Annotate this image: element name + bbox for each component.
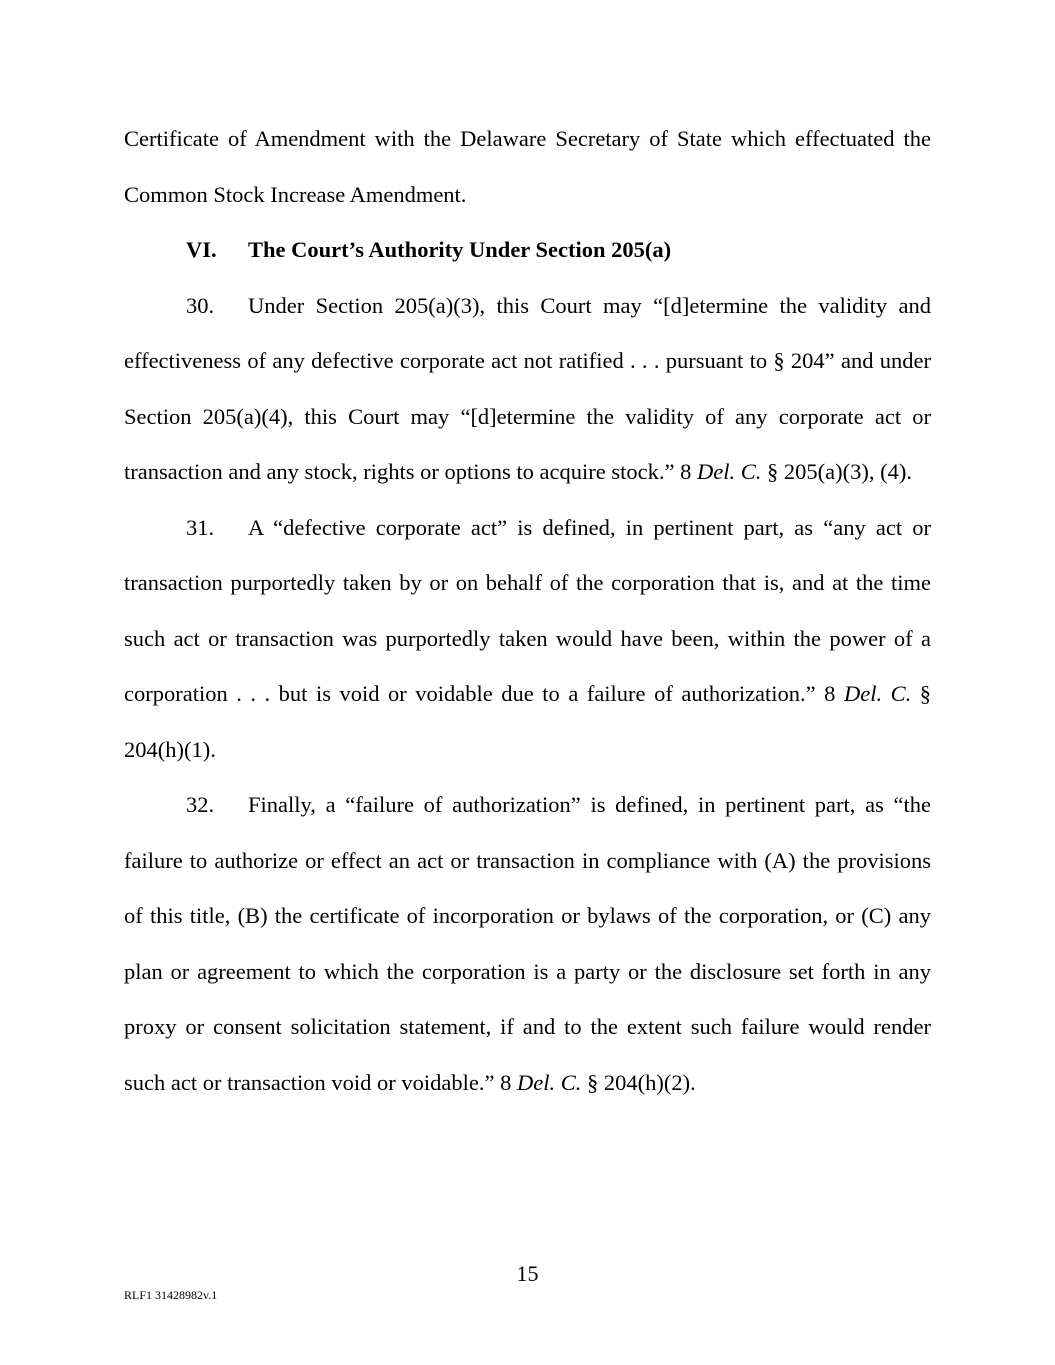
paragraph-32	[124, 777, 931, 1110]
paragraph-32-section: § 204(h)(2).	[581, 1069, 696, 1095]
paragraph-30-citation: Del. C.	[697, 459, 762, 484]
paragraph-32-text: Finally, a “failure of authorization” is defined, in pertinent part, as “the failure to authorize or effect an act or transaction in compliance with (A) the provisions of this title, (B) the certificate of incorporation or bylaws of the corporation, or (C) any plan or agreement to which the corporation is a party or the disclosure set forth in any proxy or consent solicitation statement, if and to the extent such failure would render such act or transaction void or voidable.” 8	[124, 792, 931, 1095]
document-body	[124, 111, 931, 1110]
paragraph-32-citation: Del. C.	[517, 1069, 582, 1095]
paragraph-31-section: § 204(h)(1).	[124, 681, 932, 762]
section-heading-title: The Court’s Authority Under Section 205(a)	[248, 237, 672, 262]
paragraph-31-text: A “defective corporate act” is defined, in pertinent part, as “any act or transaction purportedly taken by or on behalf of the corporation that is, and at the time such act or transaction was purportedly taken would have been, within the power of a corporation . . . but is void or voidable due to a failure of authorization.” 8	[124, 514, 931, 706]
paragraph-30-section: § 205(a)(3), (4).	[761, 459, 912, 484]
continuation-text: Certificate of Amendment with the Delaware Secretary of State which effectuated the Common Stock Increase Amendment.	[124, 126, 931, 207]
paragraph-31	[124, 500, 931, 778]
paragraph-30	[124, 278, 931, 500]
section-heading-number: VI.	[186, 237, 217, 262]
continuation-paragraph	[124, 111, 931, 222]
section-heading	[124, 222, 931, 278]
paragraph-30-text: Under Section 205(a)(3), this Court may “[d]etermine the validity and effectiveness of any defective corporate act not ratified . . . pursuant to § 204” and under Section 205(a)(4), this Court may “[d]etermine the validity of any corporate act or transaction and any stock, rights or options to acquire stock.” 8	[124, 292, 931, 484]
paragraph-31-number: 31.	[186, 514, 215, 540]
paragraph-32-number: 32.	[186, 792, 215, 817]
page-number: 15	[516, 1261, 539, 1286]
paragraph-30-number: 30.	[186, 292, 215, 318]
paragraph-31-citation: Del. C.	[843, 681, 912, 706]
document-id: RLF1 31428982v.1	[124, 1288, 218, 1302]
